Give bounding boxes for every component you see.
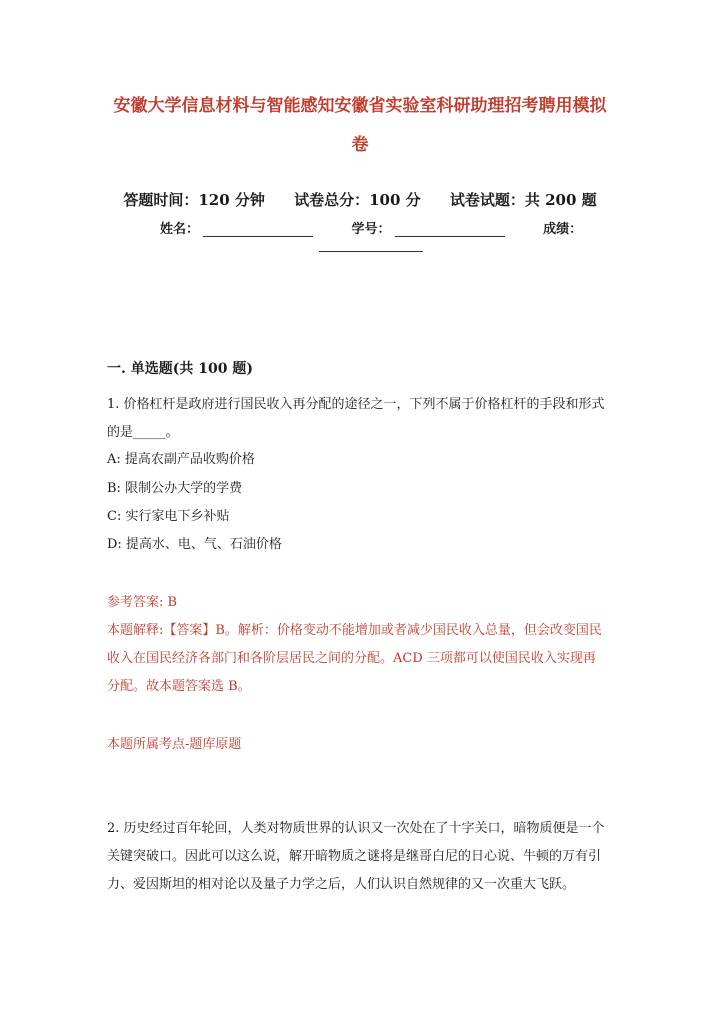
question-2-stem: 2. 历史经过百年轮回，人类对物质世界的认识又一次处在了十字关口，暗物质便是一个关键突破口。因此可以这么说，解开暗物质之谜将是继哥白尼的日心说、牛顿的万有引力、爱因斯坦的相对论以及量子力学之后，人们认识自然规律的又一次重大飞跃。 bbox=[107, 821, 605, 892]
question-1-stem: 1. 价格杠杆是政府进行国民收入再分配的途径之一，下列不属于价格杠杆的手段和形式的是_____。 bbox=[107, 397, 605, 440]
score-blank bbox=[319, 251, 423, 252]
question-1-option-d: D: 提高水、电、气、石油价格 bbox=[107, 537, 282, 552]
name-label: 姓名： bbox=[160, 222, 200, 237]
student-id-blank bbox=[395, 235, 505, 237]
section-title: 一. 单选题(共 100 题) bbox=[107, 361, 253, 377]
exam-time: 答题时间：120 分钟 bbox=[123, 191, 265, 209]
student-id-label: 学号： bbox=[351, 222, 391, 237]
exam-title-line1: 安徽大学信息材料与智能感知安徽省实验室科研助理招考聘用模拟 bbox=[113, 96, 607, 116]
question-1-answer: 参考答案: B bbox=[107, 595, 178, 610]
score-label: 成绩： bbox=[543, 222, 583, 237]
question-1-option-b: B: 限制公办大学的学费 bbox=[107, 481, 243, 496]
question-1-explanation: 本题解释:【答案】B。解析：价格变动不能增加或者减少国民收入总量，但会改变国民收入在国民经济各部门和各阶层居民之间的分配。ACD 三项都可以使国民收入实现再分配。故本题答案选 B。 bbox=[107, 623, 602, 694]
question-1-topic: 本题所属考点-题库原题 bbox=[107, 737, 242, 752]
name-blank bbox=[203, 235, 313, 237]
exam-meta bbox=[110, 184, 610, 216]
exam-total-score: 试卷总分：100 分 bbox=[294, 191, 421, 209]
question-1-option-c: C: 实行家电下乡补贴 bbox=[107, 509, 230, 524]
exam-title-line2: 卷 bbox=[351, 135, 369, 155]
exam-question-count: 试卷试题：共 200 题 bbox=[449, 191, 597, 209]
question-1-option-a: A: 提高农副产品收购价格 bbox=[107, 452, 255, 467]
student-fields bbox=[160, 216, 583, 244]
